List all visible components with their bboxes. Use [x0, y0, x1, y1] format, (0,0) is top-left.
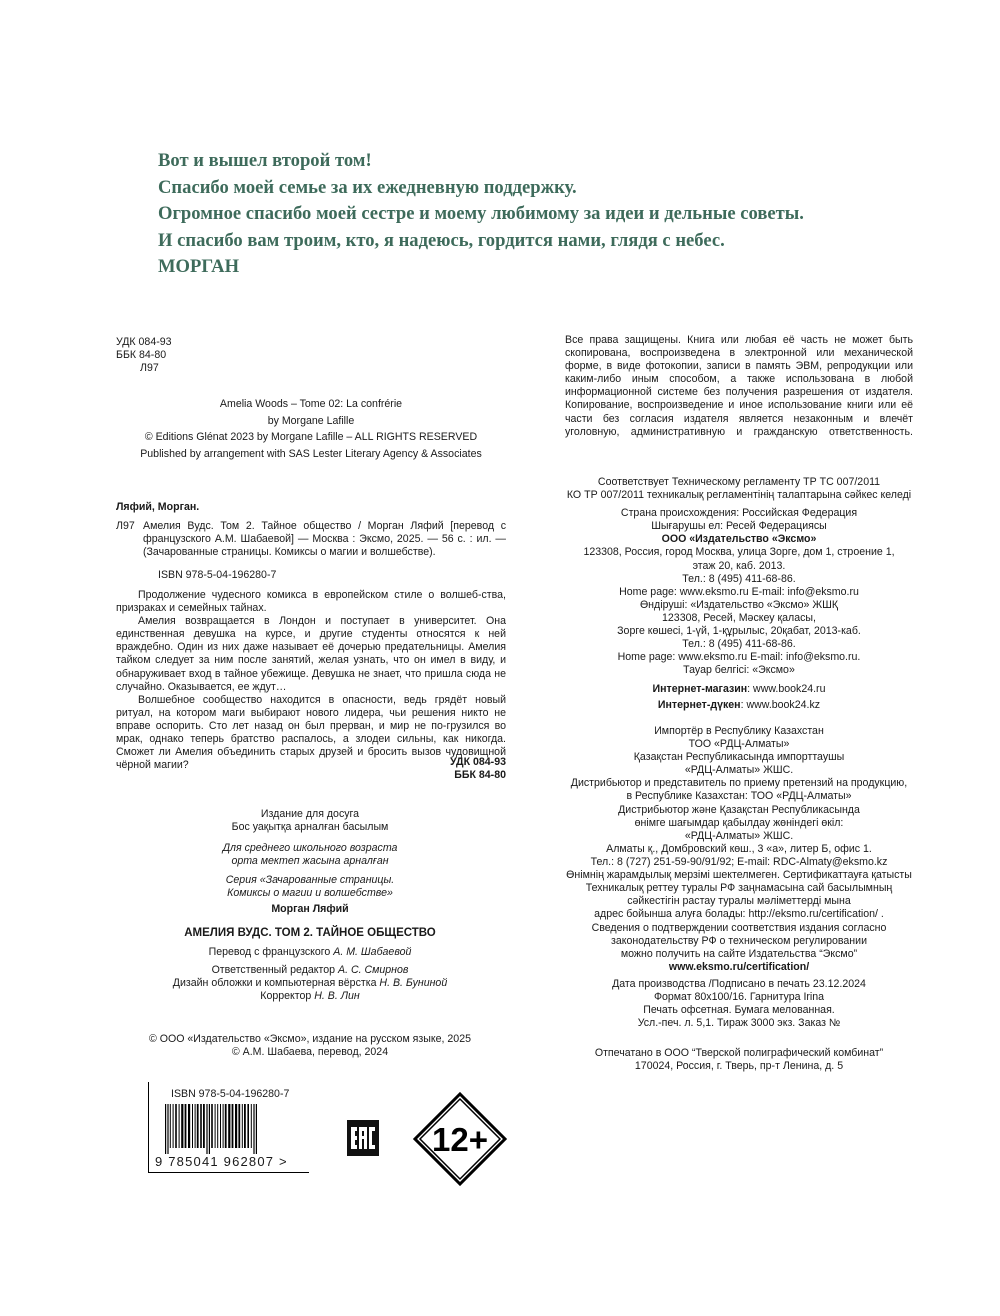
- certification-info: [565, 922, 913, 974]
- rights-notice: Все права защищены. Книга или любая её часть не может быть скопирована, воспроизведена в электронной или механической форме, в виде фотокопии, записи в память ЭВМ, репродукции или каким-либо иным способом, а также использована в любой информационной системе без получения разрешения от издателя. Копирование, воспроизведение и иное использование книги или её части без согласия издателя является незаконным и влечёт уголовную, административную и гражданскую ответственность.: [565, 334, 913, 438]
- publisher-line: Тауар белгісі: «Эксмо»: [683, 664, 795, 677]
- kz-line: «РДЦ-Алматы» ЖШС.: [684, 829, 794, 842]
- classification-codes-bottom: [116, 756, 506, 782]
- shop-links: [565, 683, 913, 696]
- copyright-publisher: © ООО «Издательство «Эксмо», издание на русском языке, 2025: [149, 1033, 471, 1045]
- kz-line: в Республике Казахстан: ТОО «РДЦ-Алматы»: [626, 790, 852, 803]
- publisher-line: Шығарушы ел: Ресей Федерациясы: [651, 520, 827, 533]
- shop-kz: Интернет-дүкен: www.book24.kz: [657, 699, 821, 711]
- kz-line: сәйкестігін растау туралы мәліметтерді мына: [627, 895, 851, 908]
- copyright-translation: © А.М. Шабаева, перевод, 2024: [231, 1046, 389, 1059]
- kz-line: өнімге шағымдар қабылдау жөніндегі өкіл:: [634, 816, 844, 829]
- age-rating-badge: [413, 1092, 507, 1186]
- arrangement-note: Published by arrangement with SAS Lester Literary Agency & Associates: [140, 447, 482, 460]
- copyrights: [140, 1033, 480, 1059]
- series-line: Серия «Зачарованные страницы.: [225, 874, 395, 887]
- publisher-line: 123308, Ресей, Мәскеу қаласы,: [662, 611, 816, 624]
- kz-line: «РДЦ-Алматы» ЖШС.: [684, 764, 794, 777]
- print-line: Усл.-печ. л. 5,1. Тираж 3000 экз. Заказ №: [637, 1017, 841, 1030]
- publisher-line: КО ТР 007/2011 техникалық регламентінің талаптарына сәйкес келеді: [566, 489, 912, 502]
- author-heading: Ляфий, Морган.: [116, 501, 200, 513]
- original-copyright: © Editions Glénat 2023 by Morgane Lafille – ALL RIGHTS RESERVED: [144, 431, 478, 443]
- printer-line: Отпечатано в ООО “Тверской полиграфический комбинат”: [594, 1047, 884, 1059]
- publisher-line: ООО «Издательство «Эксмо»: [661, 533, 817, 546]
- kz-line: Тел.: 8 (727) 251-59-90/91/92; E-mail: RDC-Almaty@eksmo.kz: [590, 855, 888, 868]
- bibliographic-entry: Амелия Вудс. Том 2. Тайное общество / Морган Ляфий [перевод с французского А.М. Шабаевой] — Москва : Эксмо, 2025. — 56 с. : ил. — (Зачарованные страницы. Комиксы о магии и волшебстве).: [143, 520, 506, 559]
- cert-line: законодательству РФ о техническом регулировании: [611, 935, 867, 948]
- kz-line: ТОО «РДЦ-Алматы»: [688, 738, 790, 751]
- publisher-info: [565, 476, 913, 677]
- kz-line: Өнімнің жарамдылық мерзімі шектелмеген. Сертификаттауға қатысты: [566, 869, 912, 882]
- shop-links-kz: [565, 699, 913, 712]
- printer-line: 170024, Россия, г. Тверь, пр-т Ленина, д. 5: [634, 1060, 844, 1073]
- print-line: Дата производства /Подписано в печать 23.12.2024: [612, 978, 866, 990]
- annotation-paragraph: Продолжение чудесного комикса в европейском стиле о волшеб-ства, призраках и семейных тайнах.: [116, 589, 506, 615]
- original-author: by Morgane Lafille: [267, 414, 355, 427]
- publisher-line: Home page: www.eksmo.ru E-mail: info@eksmo.ru: [619, 585, 859, 598]
- age-kz: орта мектеп жасына арналған: [231, 855, 389, 868]
- bbk-code: ББК 84-80: [116, 349, 167, 362]
- editor-credit: Ответственный редактор А. С. Смирнов: [211, 963, 409, 976]
- edition-block: [160, 808, 460, 1003]
- dedication-signature: МОРГАН: [158, 256, 240, 277]
- age-ru: Для среднего школьного возраста: [222, 842, 398, 855]
- original-title: Amelia Woods – Tome 02: La confrérie: [219, 398, 403, 410]
- dedication-line: Спасибо моей семье за их ежедневную поддержку.: [158, 176, 577, 198]
- kz-line: Қазақстан Республикасында импорттаушы: [633, 751, 845, 764]
- l97-code: Л97: [140, 362, 159, 375]
- book-title: АМЕЛИЯ ВУДС. ТОМ 2. ТАЙНОЕ ОБЩЕСТВО: [184, 926, 436, 939]
- publisher-line: Home page: www.eksmo.ru E-mail: info@eksmo.ru.: [617, 651, 861, 664]
- kz-line: Дистрибьютор и представитель по приему претензий на продукцию,: [570, 777, 908, 790]
- print-line: Печать офсетная. Бумага мелованная.: [643, 1004, 835, 1017]
- isbn-line: ISBN 978-5-04-196280-7: [158, 569, 277, 581]
- bbk-code-bottom: ББК 84-80: [454, 769, 506, 782]
- publisher-line: Соответствует Техническому регламенту ТР ТС 007/2011: [597, 476, 881, 488]
- dedication-line: Огромное спасибо моей сестре и моему любимому за идеи и дельные советы.: [158, 203, 804, 224]
- kz-line: Дистрибьютор және Қазақстан Республикасында: [618, 803, 860, 816]
- kz-line: Техникалық реттеу туралы РФ заңнамасына сай басылымның: [585, 882, 893, 895]
- print-line: Формат 80x100/16. Гарнитура Irina: [653, 991, 825, 1004]
- barcode-digits: 9 785041 962807 >: [155, 1154, 288, 1169]
- publisher-line: Тел.: 8 (495) 411-68-86.: [682, 638, 796, 651]
- annotation-paragraph: Волшебное сообщество находится в опасности, ведь грядёт новый ритуал, на котором маги выбирают нового лидера, чьи решения никто не вправе оспорить. Сто лет назад он был прерван, и мир не по-грузился во мрак, однако теперь братство распалось, а злодеи сильны, как никогда. Сможет ли Амелия объединить старых друзей и бросить вызов чудовищной чёрной магии?: [116, 693, 506, 772]
- print-info: [565, 978, 913, 1030]
- corrector-credit: Корректор Н. В. Лин: [260, 990, 360, 1003]
- publisher-line: Өндіруші: «Издательство «Эксмо» ЖШҚ: [639, 598, 839, 611]
- annotation-paragraph: Амелия возвращается в Лондон и поступает в университет. Она единственная девушка на курсе, и другие студенты относятся к ней враждебно. Один из них даже называет её дочерью предательницы. Амелия тайком следует за ним после занятий, желая узнать, что он имел в виду, и обнаруживает вход в тайное убежище. Девушка не знает, что пришла сюда не случайно. Оказывается, ее ждут…: [116, 615, 506, 693]
- annotation: [116, 589, 506, 772]
- publisher-line: Тел.: 8 (495) 411-68-86.: [682, 572, 796, 585]
- design-credit: Дизайн обложки и компьютерная вёрстка Н. В. Буниной: [172, 976, 448, 989]
- series-line: Комиксы о магии и волшебстве»: [227, 887, 393, 900]
- barcode-isbn: ISBN 978-5-04-196280-7: [171, 1088, 290, 1100]
- l97-mark: Л97: [116, 520, 135, 532]
- classification-codes: [116, 336, 172, 375]
- leisure-ru: Издание для досуга: [260, 808, 360, 820]
- publisher-line: Страна происхождения: Российская Федерация: [620, 507, 858, 520]
- udk-code: УДК 084-93: [116, 336, 172, 348]
- dedication-line: Вот и вышел второй том!: [158, 150, 372, 171]
- age-rating-text: 12+: [432, 1121, 488, 1158]
- cert-line: можно получить на сайте Издательства “Эксмо”: [620, 948, 858, 961]
- dedication: [158, 148, 878, 281]
- cert-line: Сведения о подтверждении соответствия издания согласно: [591, 922, 887, 934]
- kz-line: адрес бойынша алуға болады: http://eksmo.ru/certification/ .: [594, 908, 884, 921]
- udk-code-bottom: УДК 084-93: [450, 756, 506, 768]
- eac-mark-icon: [347, 1120, 379, 1156]
- printer-info: [565, 1047, 913, 1073]
- author-name: Морган Ляфий: [271, 902, 349, 915]
- publisher-line: этаж 20, каб. 2013.: [692, 559, 786, 572]
- original-edition: [116, 396, 506, 462]
- kz-distribution-info: [565, 725, 913, 921]
- kz-line: Алматы қ., Домбровский көш., 3 «а», литер Б, офис 1.: [606, 842, 872, 855]
- leisure-kz: Бос уақытқа арналған басылым: [231, 821, 389, 834]
- publisher-line: Зорге көшесі, 1-үй, 1-құрылыс, 20қабат, 2013-каб.: [617, 625, 861, 638]
- translation-credit: Перевод с французского А. М. Шабаевой: [208, 945, 412, 958]
- shop-ru: Интернет-магазин: www.book24.ru: [652, 683, 826, 695]
- kz-line: Импортёр в Республику Казахстан: [654, 725, 824, 737]
- publisher-line: 123308, Россия, город Москва, улица Зорге, дом 1, строение 1,: [583, 546, 895, 559]
- dedication-line: И спасибо вам троим, кто, я надеюсь, гордится нами, глядя с небес.: [158, 229, 725, 251]
- barcode-block: [148, 1082, 309, 1173]
- cert-url: www.eksmo.ru/certification/: [668, 961, 810, 974]
- barcode-bars: [163, 1104, 299, 1154]
